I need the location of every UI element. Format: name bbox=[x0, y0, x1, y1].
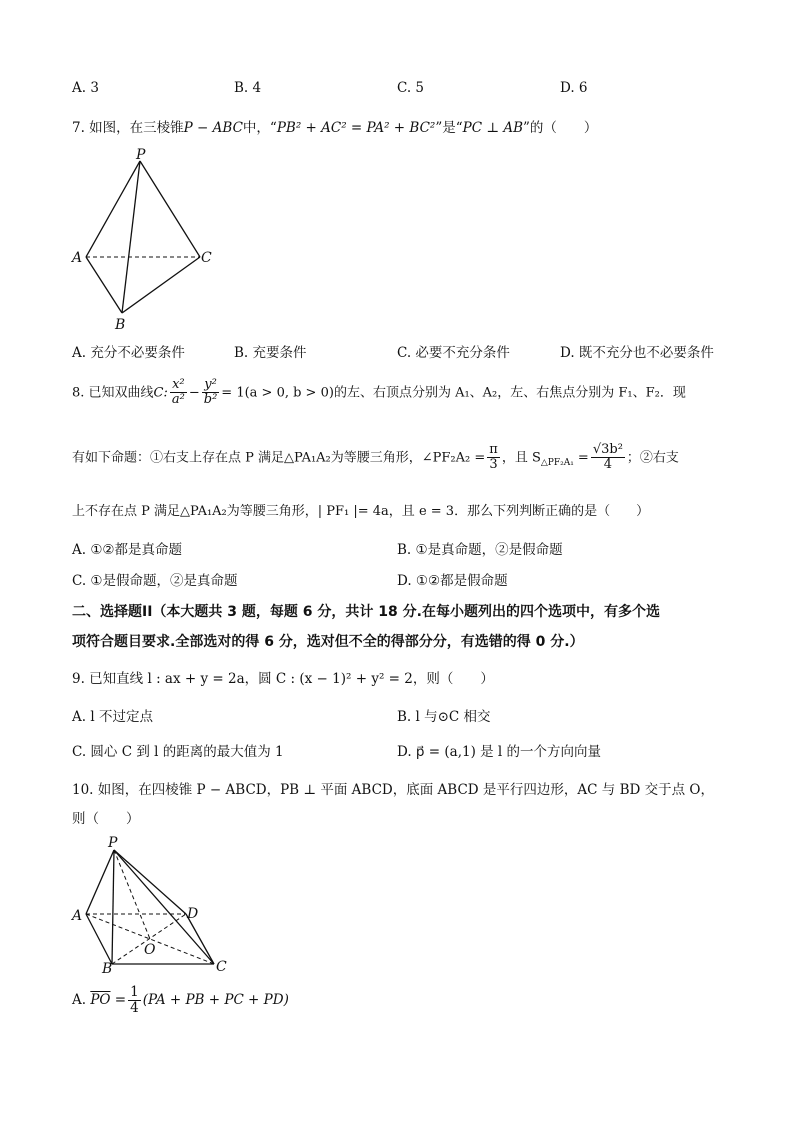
q7-option-a: A. 充分不必要条件 bbox=[72, 345, 185, 361]
q10-label-d: D bbox=[187, 906, 199, 922]
q9-option-b: B. l 与⊙C 相交 bbox=[397, 709, 491, 725]
q7-conclusion: PC ⊥ AB bbox=[462, 120, 524, 136]
q8-curve-rest: = 1(a > 0, b > 0) bbox=[221, 385, 334, 401]
q10-label-a: A bbox=[72, 908, 83, 924]
q6-option-b: B. 4 bbox=[234, 80, 262, 96]
q10-label-c: C bbox=[216, 959, 227, 975]
q10-option-a-eq: = bbox=[110, 991, 127, 1008]
q8-line2-a: 有如下命题：①右支上存在点 P 满足△PA₁A₂为等腰三角形，∠PF₂A₂ = bbox=[72, 450, 486, 466]
q8-prefix: 8. 已知双曲线 bbox=[72, 385, 154, 401]
q10-stem-line2: 则（ ） bbox=[72, 811, 140, 827]
q7-option-d: D. 既不充分也不必要条件 bbox=[560, 345, 714, 361]
q10-stem-line1: 10. 如图，在四棱锥 P − ABCD，PB ⊥ 平面 ABCD，底面 ABCD 是平行四边形，AC 与 BD 交于点 O， bbox=[72, 782, 714, 798]
q8-line2-b: ，且 S bbox=[501, 450, 541, 466]
q8-area-den: 4 bbox=[603, 457, 613, 473]
q7-tetra: P − ABC bbox=[183, 120, 243, 136]
q10-option-a-rhs: (PA + PB + PC + PD) bbox=[142, 991, 289, 1008]
q10-label-o: O bbox=[144, 942, 156, 958]
q7-middle: 中，“ bbox=[242, 120, 277, 136]
q8-frac-x-den: a² bbox=[171, 392, 185, 408]
q7-label-p: P bbox=[136, 147, 146, 163]
q8-option-d: D. ①②都是假命题 bbox=[397, 573, 508, 589]
q8-line1: 8. 已知双曲线C: $\frac{\text{x²}}{\text{a²}}$ − $\frac{\text{y²}}{\text{b²}}$ = 1(a > 0, b > 0)的左、右顶点分别为 A₁、A₂，左、右焦点分别为 F₁、F₂．现 bbox=[72, 377, 686, 408]
section2-heading-line2: 项符合题目要求.全部选对的得 6 分，选对但不全的得部分分，有选错的得 0 分.） bbox=[72, 634, 584, 650]
q8-frac-y-num: y² bbox=[202, 378, 220, 393]
q9-stem: 9. 已知直线 l : ax + y = 2a，圆 C : (x − 1)² + y² = 2，则（ ） bbox=[72, 671, 494, 687]
q10-pyramid-figure bbox=[64, 832, 244, 978]
q8-line2-c: = bbox=[573, 450, 589, 466]
q7-label-c: C bbox=[201, 250, 212, 266]
q7-label-a: A bbox=[72, 250, 83, 266]
q8-frac-y-den: b² bbox=[203, 392, 218, 408]
q7-prefix: 7. 如图，在三棱锥 bbox=[72, 120, 184, 136]
q7-tetrahedron-figure bbox=[60, 145, 230, 335]
q9-option-c: C. 圆心 C 到 l 的距离的最大值为 1 bbox=[72, 744, 284, 760]
q9-option-d: D. p⃗ = (a,1) 是 l 的一个方向向量 bbox=[397, 744, 602, 760]
q8-frac-y bbox=[202, 378, 220, 408]
q8-line2-d: ；②右支 bbox=[626, 450, 679, 466]
q10-option-a-num: 1 bbox=[130, 984, 139, 1000]
q8-curve: C: bbox=[153, 385, 168, 401]
q10-option-a-prefix: A. bbox=[72, 991, 87, 1008]
q10-option-a bbox=[72, 985, 289, 1016]
q7-stem bbox=[72, 116, 597, 136]
q7-condition: PB² + AC² = PA² + BC² bbox=[276, 120, 436, 136]
q8-angle-den: 3 bbox=[489, 457, 498, 473]
q7-label-b: B bbox=[115, 317, 126, 333]
q10-option-a-lhs: $\overline{PO}$ bbox=[90, 991, 111, 1008]
q10-option-a-den: 4 bbox=[130, 999, 139, 1016]
q8-area-frac bbox=[591, 443, 625, 473]
q7-option-b: B. 充要条件 bbox=[234, 345, 307, 361]
q6-option-c: C. 5 bbox=[397, 80, 425, 96]
q6-option-d: D. 6 bbox=[560, 80, 588, 96]
q8-frac-x-num: x² bbox=[170, 378, 187, 393]
q8-area-sub: △PF₂A₁ bbox=[540, 457, 574, 468]
q8-option-b: B. ①是真命题，②是假命题 bbox=[397, 542, 563, 558]
q8-line2 bbox=[72, 443, 679, 473]
q8-line3: 上不存在点 P 满足△PA₁A₂为等腰三角形，| PF₁ |= 4a，且 e = 3．那么下列判断正确的是（ ） bbox=[72, 504, 650, 519]
q7-suffix: ”的（ ） bbox=[523, 120, 598, 136]
q10-label-b: B bbox=[102, 961, 113, 977]
section2-heading-line1: 二、选择题II（本大题共 3 题，每题 6 分，共计 18 分.在每小题列出的四个选项中，有多个选 bbox=[72, 604, 660, 620]
q10-option-a-frac bbox=[128, 985, 141, 1016]
q9-option-a: A. l 不过定点 bbox=[72, 709, 153, 725]
q7-option-c: C. 必要不充分条件 bbox=[397, 345, 510, 361]
q10-label-p: P bbox=[108, 835, 118, 851]
q8-option-c: C. ①是假命题，②是真命题 bbox=[72, 573, 238, 589]
q7-is: ”是“ bbox=[435, 120, 463, 136]
q8-angle-frac bbox=[487, 443, 500, 473]
q8-angle-num: π bbox=[489, 442, 498, 457]
q8-line1-suffix: 的左、右顶点分别为 A₁、A₂，左、右焦点分别为 F₁、F₂．现 bbox=[333, 385, 686, 401]
q8-area-num: √3b² bbox=[592, 442, 623, 457]
q8-frac-x bbox=[170, 378, 187, 408]
q6-option-a: A. 3 bbox=[72, 80, 99, 96]
q8-option-a: A. ①②都是真命题 bbox=[72, 542, 183, 558]
